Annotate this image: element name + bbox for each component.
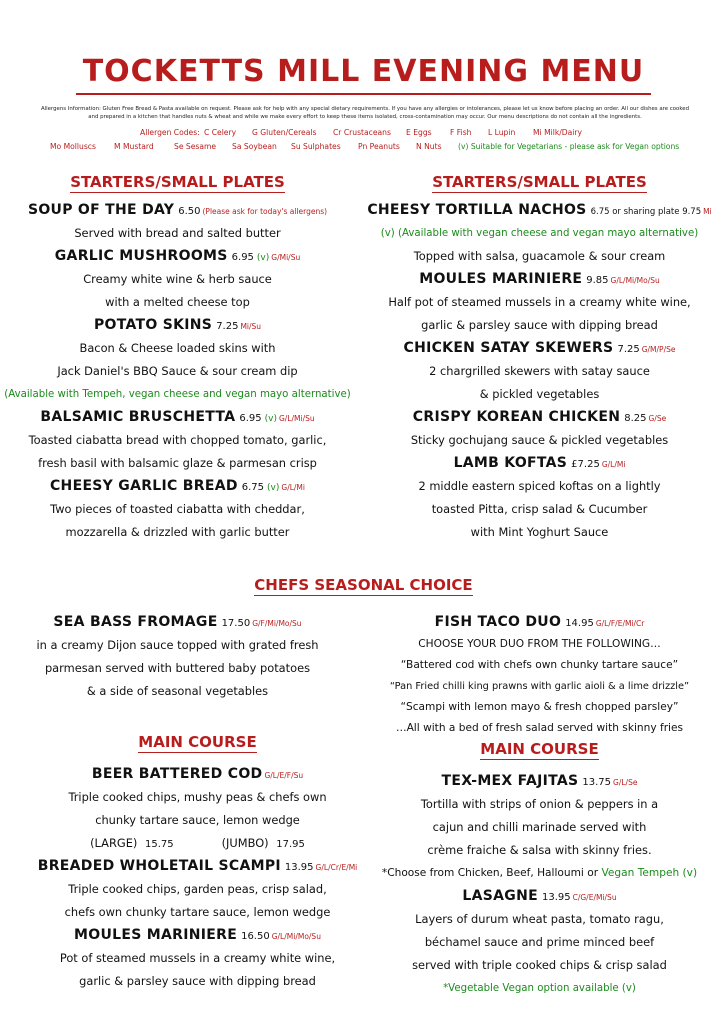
allergen-code: Mi Milk/Dairy [533,128,583,137]
section-heading-seasonal: CHEFS SEASONAL CHOICE [254,576,473,594]
menu-item-moules-mariniere-main: MOULES MARINIERE 16.50 G/L/Mi/Mo/Su [74,927,321,943]
menu-item-lamb-koftas: LAMB KOFTAS £7.25 G/L/Mi [453,455,626,471]
item-description: garlic & parsley sauce with dipping bread [421,318,658,332]
allergen-code: E Eggs [406,128,432,137]
menu-item-garlic-mushrooms: GARLIC MUSHROOMS 6.95 (v) G/Mi/Su [54,248,301,264]
item-description: with a melted cheese top [105,295,250,309]
item-description: Creamy white wine & herb sauce [83,272,272,286]
item-description: Tortilla with strips of onion & peppers in a [420,797,659,811]
item-description: mozzarella & drizzled with garlic butter [65,525,290,539]
item-description: chefs own chunky tartare sauce, lemon wedge [64,905,331,919]
item-description: “Pan Fried chilli king prawns with garlic aioli & a lime drizzle” [389,681,690,692]
allergen-code: M Mustard [114,142,154,151]
item-description: crème fraiche & salsa with skinny fries. [427,843,652,857]
title-underline [76,93,651,95]
vegan-option-note: *Vegetable Vegan option available (v) [443,983,636,994]
menu-item-fish-taco-duo: FISH TACO DUO 14.95 G/L/F/E/Mi/Cr [434,614,645,630]
item-description: toasted Pitta, crisp salad & Cucumber [431,502,648,516]
starters-left-column [0,199,355,544]
allergen-code: Sa Soybean [232,142,277,151]
item-description: “Battered cod with chefs own chunky tartare sauce” [400,659,679,671]
item-description: with Mint Yoghurt Sauce [470,525,609,539]
item-description: Triple cooked chips, mushy peas & chefs own [68,790,327,804]
item-description: Served with bread and salted butter [74,226,281,240]
allergen-codes-label: Allergen Codes: [140,128,200,137]
item-description: Jack Daniel's BBQ Sauce & sour cream dip [57,364,298,378]
section-heading-starters-left: STARTERS/SMALL PLATES [70,173,285,191]
menu-item-cheesy-garlic-bread: CHEESY GARLIC BREAD 6.75 (v) G/L/Mi [49,478,305,494]
menu-item-breaded-wholetail-scampi: BREADED WHOLETAIL SCAMPI 13.95 G/L/Cr/E/Mi [37,858,358,874]
item-description: Triple cooked chips, garden peas, crisp salad, [68,882,327,896]
menu-item-balsamic-bruschetta: BALSAMIC BRUSCHETTA 6.95 (v) G/L/Mi/Su [40,409,315,425]
item-description: …All with a bed of fresh salad served with skinny fries [395,722,684,734]
item-description: Topped with salsa, guacamole & sour cream [413,249,666,263]
menu-item-moules-mariniere-starter: MOULES MARINIERE 9.85 G/L/Mi/Mo/Su [419,271,660,287]
item-description: served with triple cooked chips & crisp salad [412,958,667,972]
item-description: Pot of steamed mussels in a creamy white wine, [59,951,336,965]
allergen-code: Pn Peanuts [358,142,400,151]
allergen-code: G Gluten/Cereals [252,128,317,137]
item-description: Sticky gochujang sauce & pickled vegetables [410,433,669,447]
seasonal-right-column [362,611,717,739]
item-description: “Scampi with lemon mayo & fresh chopped parsley” [400,701,679,713]
item-description: & pickled vegetables [479,387,600,401]
allergen-code: L Lupin [488,128,516,137]
item-description: chunky tartare sauce, lemon wedge [95,813,300,827]
item-description: Two pieces of toasted ciabatta with cheddar, [50,502,305,516]
menu-item-crispy-korean-chicken: CRISPY KOREAN CHICKEN 8.25 G/Se [412,409,667,425]
allergen-code: F Fish [450,128,472,137]
vegetarian-note: (v) Suitable for Vegetarians - please ask for Vegan options [458,142,680,151]
allergen-code: Mo Molluscs [50,142,96,151]
starters-right-column [362,199,717,544]
section-heading-main-left: MAIN COURSE [138,733,257,751]
section-heading-starters-right: STARTERS/SMALL PLATES [432,173,647,191]
vegan-availability-note: (v) (Available with vegan cheese and vegan mayo alternative) [380,228,699,239]
item-description: CHOOSE YOUR DUO FROM THE FOLLOWING… [418,638,661,650]
menu-title: TOCKETTS MILL EVENING MENU [82,54,645,89]
main-right-column [362,770,717,1000]
seasonal-left-column [0,611,355,703]
main-left-column [0,763,395,993]
item-description: parmesan served with buttered baby potatoes [44,661,311,675]
item-description: Layers of durum wheat pasta, tomato ragu, [415,912,664,926]
item-description: 2 chargrilled skewers with satay sauce [429,364,650,378]
menu-item-potato-skins: POTATO SKINS 7.25 Mi/Su [93,317,262,333]
item-description: & a side of seasonal vegetables [86,684,269,698]
allergen-code: Cr Crustaceans [333,128,391,137]
menu-item-chicken-satay-skewers: CHICKEN SATAY SKEWERS 7.25 G/M/P/Se [403,340,676,356]
allergen-code: Su Sulphates [291,142,341,151]
allergen-code: N Nuts [416,142,442,151]
section-heading-main-right: MAIN COURSE [480,740,599,758]
item-description: fresh basil with balsamic glaze & parmesan crisp [38,456,317,470]
fajitas-choice-note: *Choose from Chicken, Beef, Halloumi or Vegan Tempeh (v) [381,867,698,879]
menu-item-beer-battered-cod: BEER BATTERED COD G/L/E/F/Su [91,766,304,782]
allergen-information: Allergens Information: Gluten Free Bread & Pasta available on request. Please ask for help with any special dietary requirements. If you have any allergies or intolerances, please let us know before placing an order. All our dishes are cooked and prepared in a kitchen that handles nuts & wheat and while we make every effort to keep these items isolated, cross-contamination may occur. Our menu descriptions do not contain all the ingredients. [41,106,689,120]
item-description: in a creamy Dijon sauce topped with grated fresh [36,638,319,652]
item-description: Bacon & Cheese loaded skins with [79,341,276,355]
menu-item-sea-bass-fromage: SEA BASS FROMAGE 17.50 G/F/Mi/Mo/Su [53,614,302,630]
item-description: 2 middle eastern spiced koftas on a lightly [418,479,661,493]
menu-item-soup-of-the-day: SOUP OF THE DAY 6.50 (Please ask for today's allergens) [27,202,328,218]
menu-item-tex-mex-fajitas: TEX-MEX FAJITAS 13.75 G/L/Se [441,773,638,789]
item-description: garlic & parsley sauce with dipping bread [79,974,316,988]
item-description: béchamel sauce and prime minced beef [424,935,655,949]
vegan-availability-note: (Available with Tempeh, vegan cheese and vegan mayo alternative) [4,389,351,400]
item-description: cajun and chilli marinade served with [432,820,647,834]
allergen-code: C Celery [204,128,237,137]
allergen-code: Se Sesame [174,142,217,151]
menu-item-lasagne: LASAGNE 13.95 C/G/E/Mi/Su [462,888,617,904]
item-description: Toasted ciabatta bread with chopped tomato, garlic, [28,433,327,447]
item-description: Half pot of steamed mussels in a creamy white wine, [388,295,691,309]
cod-size-prices: (LARGE) 15.75 (JUMBO) 17.95 [90,836,305,850]
menu-item-cheesy-tortilla-nachos: CHEESY TORTILLA NACHOS 6.75 or sharing plate 9.75 Mi [367,202,712,218]
